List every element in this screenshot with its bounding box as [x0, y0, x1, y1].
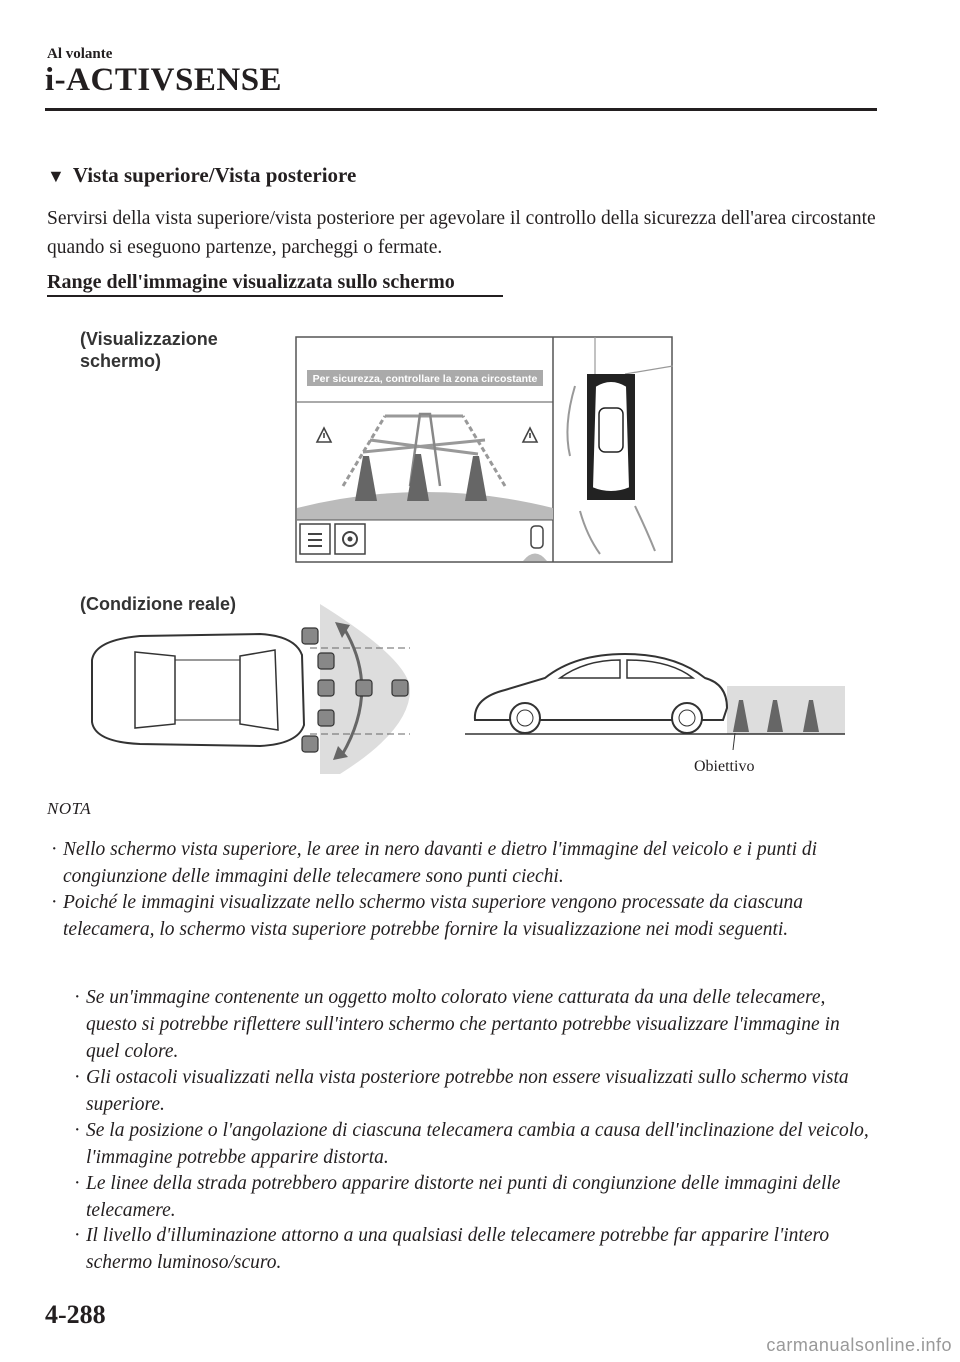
real-condition-side-view — [465, 648, 845, 753]
screen-display-label-line2: schermo) — [80, 351, 162, 371]
note-subitem-text: Il livello d'illuminazione attorno a una qualsiasi delle telecamere potrebbe far apparire l'intero schermo luminoso/scuro. — [86, 1225, 830, 1273]
note-subitem — [74, 1170, 876, 1224]
target-label: Obiettivo — [694, 758, 755, 775]
note-subitem-text: Se un'immagine contenente un oggetto molto colorato viene catturata da una delle telecamere, questo si potrebbe riflettere sull'intero schermo che pertanto potrebbe visualizzare l'immagine in quel colore. — [86, 987, 840, 1062]
note-subitem-text: Le linee della strada potrebbero apparire distorte nei punti di congiunzione delle immagini delle telecamere. — [86, 1173, 841, 1221]
running-header-section: Al volante — [47, 46, 113, 62]
note-item-text: Nello schermo vista superiore, le aree in nero davanti e dietro l'immagine del veicolo e i punti di congiunzione delle immagini delle telecamere sono punti ciechi. — [63, 839, 818, 887]
camera-switch-icon[interactable] — [300, 524, 330, 554]
bullet: · — [51, 892, 58, 913]
screen-banner-text: Per sicurezza, controllare la zona circostante — [312, 373, 538, 385]
settings-icon[interactable] — [335, 524, 365, 554]
intro-paragraph: Servirsi della vista superiore/vista posteriore per agevolare il controllo della sicurezza dell'area circostante quando si eseguono partenze, parcheggi o fermate. — [47, 208, 876, 258]
note-item — [51, 889, 873, 943]
car-side-icon — [475, 654, 727, 733]
subsection-underline — [47, 295, 503, 297]
note-subitem-text: Se la posizione o l'angolazione di ciascuna telecamera cambia a causa dell'inclinazione del veicolo, l'immagine potrebbe apparire distorta. — [86, 1120, 869, 1168]
section-heading — [47, 163, 356, 188]
note-subitem-text: Gli ostacoli visualizzati nella vista posteriore potrebbe non essere visualizzati sullo schermo vista superiore. — [86, 1067, 849, 1115]
real-condition-top-view — [80, 600, 420, 780]
screen-display-label — [80, 328, 218, 372]
screen-display-label-line1: (Visualizzazione — [80, 329, 218, 349]
note-item — [51, 836, 873, 890]
bullet: · — [74, 1067, 81, 1088]
car-top-icon — [92, 634, 304, 746]
running-header-title: i-ACTIVSENSE — [45, 62, 283, 98]
down-triangle-icon: ▼ — [47, 166, 65, 186]
real-condition-label: (Condizione reale) — [80, 594, 237, 614]
page-number: 4-288 — [45, 1300, 106, 1329]
bullet: · — [74, 1225, 81, 1246]
bullet: · — [74, 987, 81, 1008]
note-heading: NOTA — [47, 799, 92, 818]
section-heading-text: Vista superiore/Vista posteriore — [72, 163, 357, 187]
header-divider — [45, 108, 877, 111]
note-subitem — [74, 1117, 886, 1171]
screen-display-illustration — [295, 336, 673, 563]
bullet: · — [51, 839, 58, 860]
bullet: · — [74, 1120, 81, 1141]
subsection-title: Range dell'immagine visualizzata sullo schermo — [47, 271, 455, 293]
note-item-text: Poiché le immagini visualizzate nello schermo vista superiore vengono processate da ciascuna telecamera, lo schermo vista superiore potrebbe fornire la visualizzazione nei modi seguenti. — [63, 892, 803, 940]
note-subitem — [74, 1064, 876, 1118]
note-subitem — [74, 1222, 876, 1276]
bullet: · — [74, 1173, 81, 1194]
note-subitem — [74, 984, 876, 1065]
watermark-site: carmanualsonline.info — [766, 1335, 952, 1355]
